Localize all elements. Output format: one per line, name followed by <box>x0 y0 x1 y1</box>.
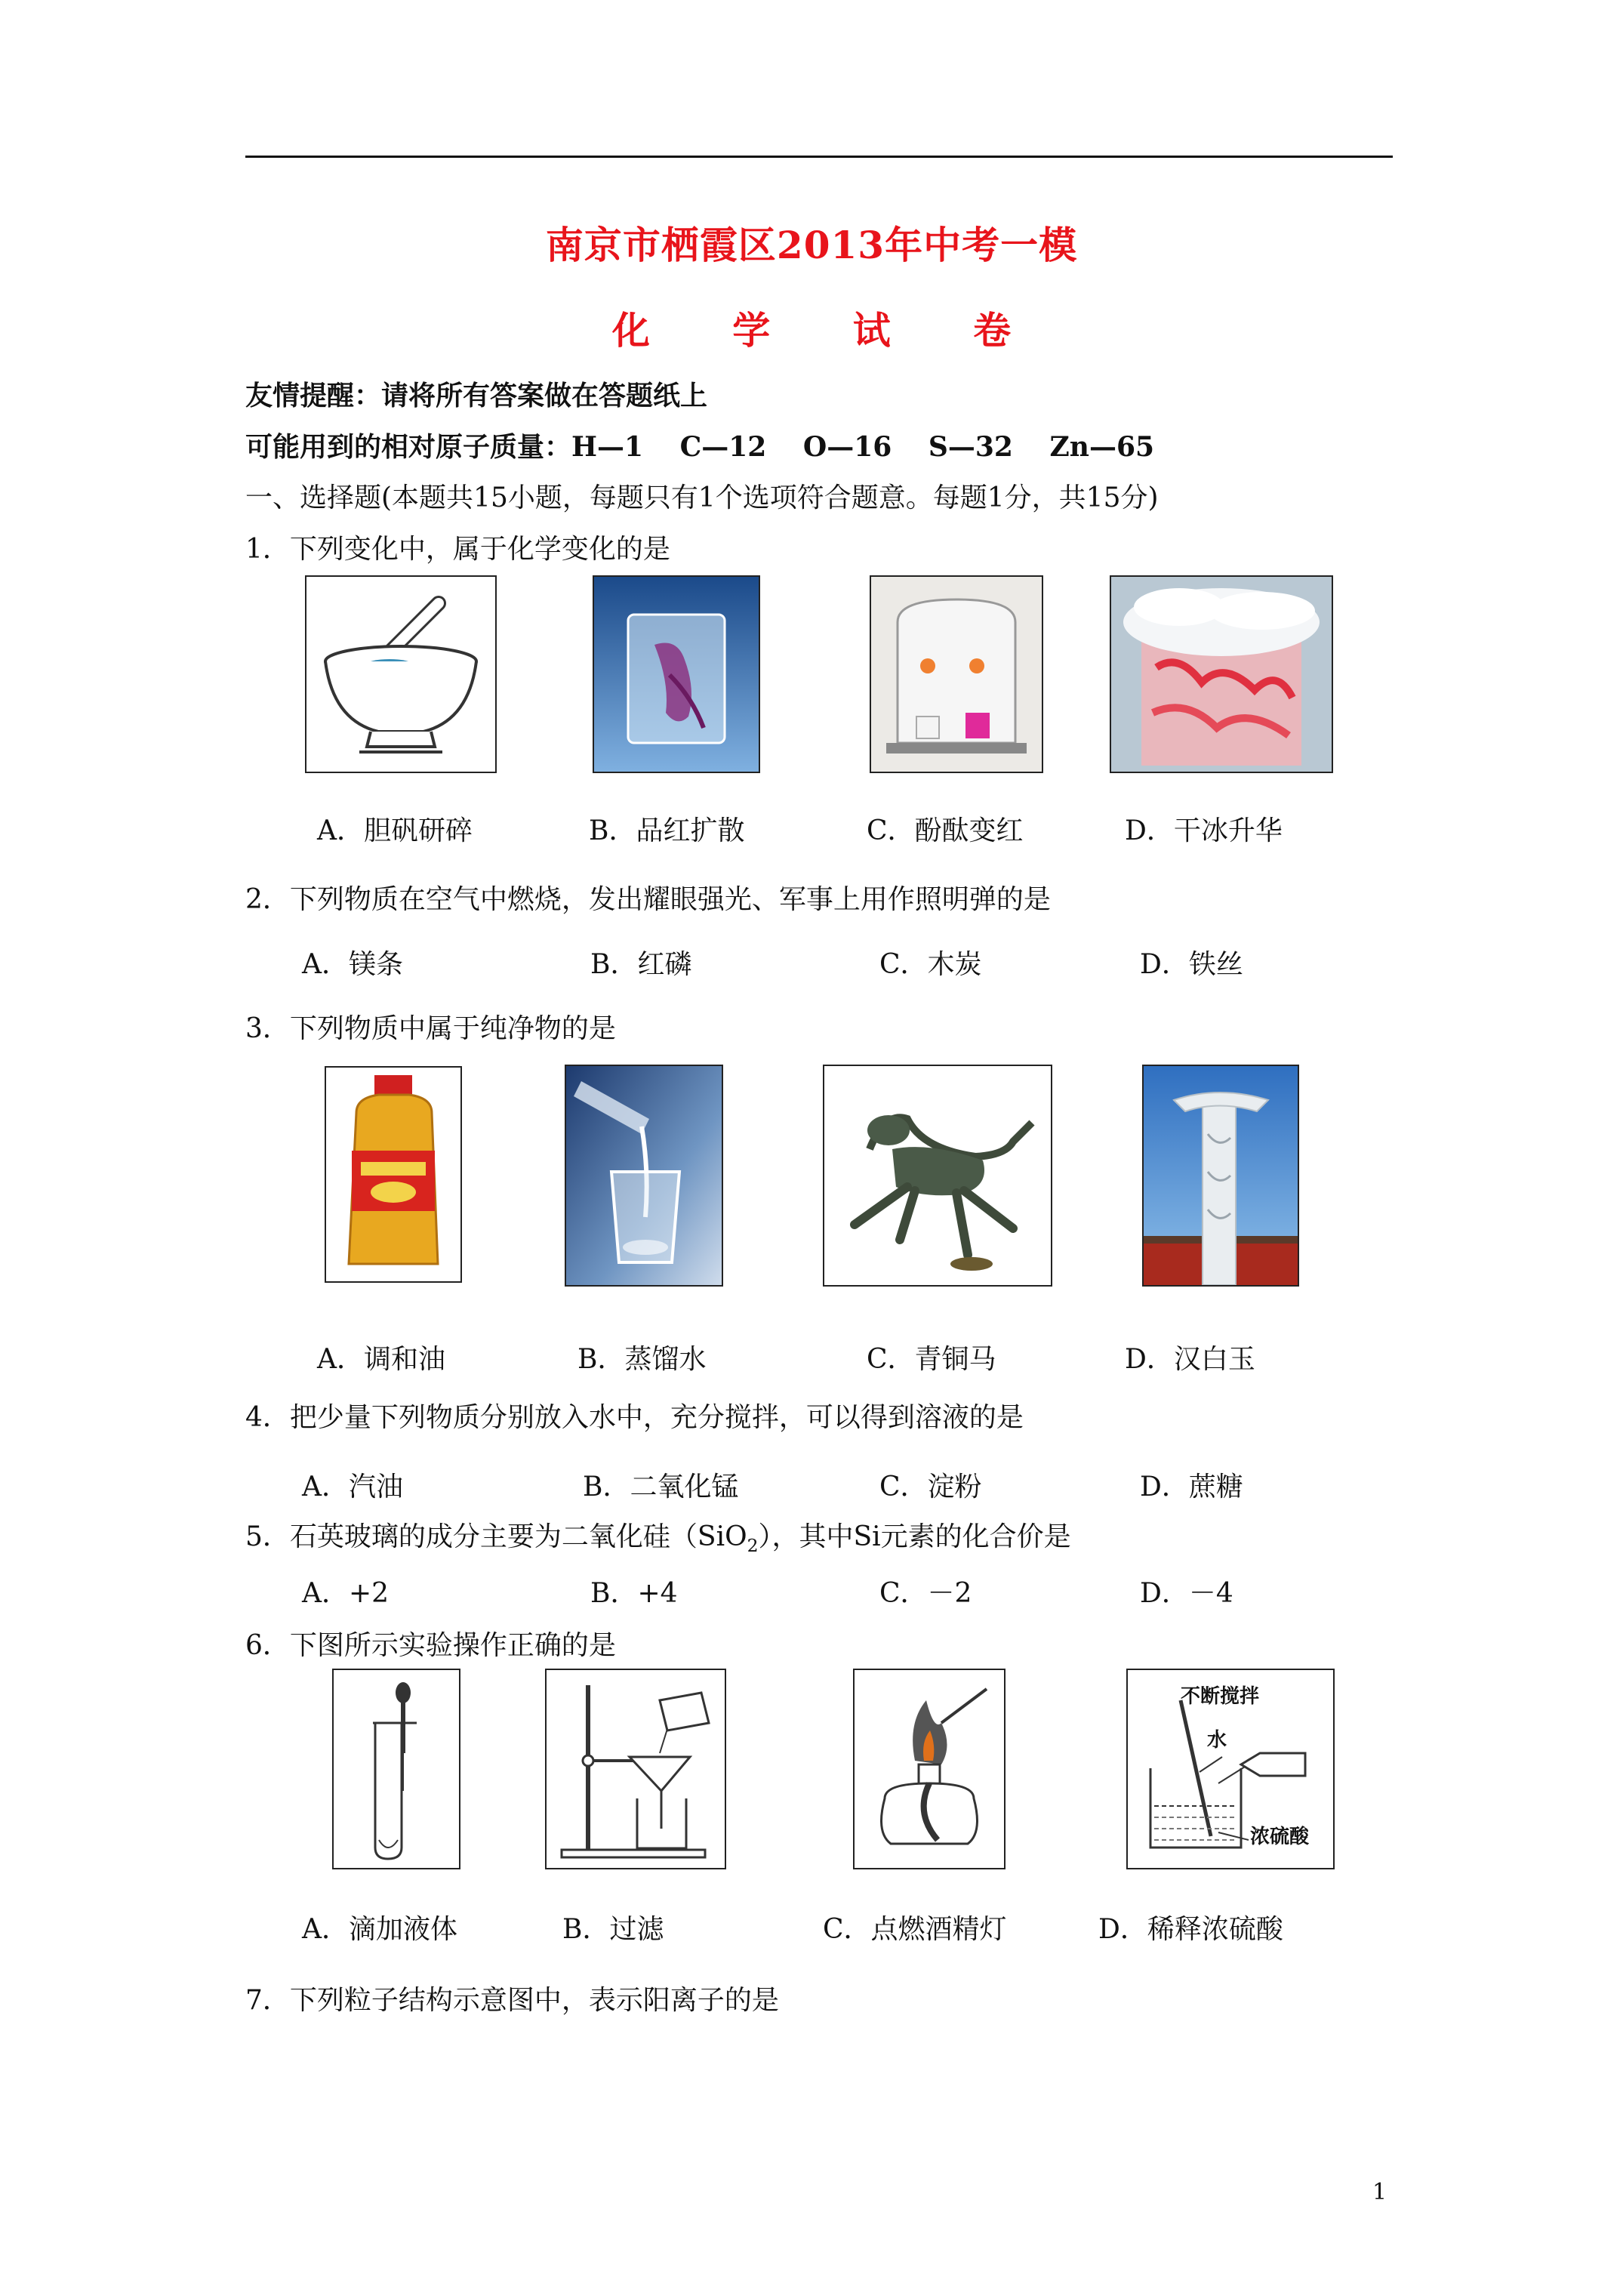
question-4-option-b: B．二氧化锰 <box>583 1472 739 1502</box>
alcohol-lamp-lighting-icon <box>853 1669 1006 1869</box>
question-1-option-b: B．品红扩散 <box>589 815 745 846</box>
reminder-text: 友情提醒：请将所有答案做在答题纸上 <box>245 380 708 411</box>
question-2-option-c: C．木炭 <box>879 949 982 980</box>
question-2-stem: 2．下列物质在空气中燃烧，发出耀眼强光、军事上用作照明弹的是 <box>245 884 1051 915</box>
question-1-option-a: A．胆矾研碎 <box>317 815 473 846</box>
question-3-option-c: C．青铜马 <box>867 1344 996 1375</box>
header-rule <box>245 156 1393 158</box>
diluting-acid-icon <box>1126 1669 1335 1869</box>
question-5-option-d: D．－4 <box>1140 1578 1233 1609</box>
question-5-option-a: A．+2 <box>302 1578 390 1609</box>
question-1-stem: 1．下列变化中，属于化学变化的是 <box>245 534 670 565</box>
question-4-option-c: C．淀粉 <box>879 1472 982 1502</box>
water-label: 水 <box>1207 1729 1227 1752</box>
oil-bottle-icon <box>325 1066 462 1283</box>
question-5-option-c: C．－2 <box>879 1578 972 1609</box>
question-3-stem: 3．下列物质中属于纯净物的是 <box>245 1013 616 1044</box>
question-4-stem: 4．把少量下列物质分别放入水中，充分搅拌，可以得到溶液的是 <box>245 1402 1024 1433</box>
question-5-stem-part2: ），其中Si元素的化合价是 <box>758 1521 1071 1552</box>
question-3-option-a: A．调和油 <box>317 1344 445 1375</box>
question-1-option-d: D．干冰升华 <box>1125 815 1283 846</box>
bronze-horse-icon <box>823 1065 1052 1287</box>
water-pouring-glass-icon <box>565 1065 723 1287</box>
question-2-option-a: A．镁条 <box>302 949 403 980</box>
question-5-stem-subscript: 2 <box>747 1535 759 1557</box>
beaker-diffusion-icon <box>593 575 760 773</box>
dry-ice-fog-icon <box>1110 575 1333 773</box>
exam-title: 南京市栖霞区2013年中考一模 <box>545 223 1078 267</box>
question-6-option-c: C．点燃酒精灯 <box>823 1914 1007 1945</box>
question-1-option-c: C．酚酞变红 <box>867 815 1024 846</box>
dropper-test-tube-icon <box>332 1669 460 1869</box>
question-4-option-d: D．蔗糖 <box>1140 1472 1243 1502</box>
question-3-option-b: B．蒸馏水 <box>577 1344 707 1375</box>
page-number: 1 <box>1372 2179 1387 2205</box>
question-2-option-b: B．红磷 <box>590 949 692 980</box>
question-5-option-b: B．+4 <box>590 1578 678 1609</box>
mortar-pestle-icon <box>305 575 497 773</box>
question-6-option-d: D．稀释浓硫酸 <box>1098 1914 1283 1945</box>
question-6-option-a: A．滴加液体 <box>302 1914 457 1945</box>
section-heading: 一、选择题(本题共15小题，每题只有1个选项符合题意。每题1分，共15分) <box>245 482 1159 513</box>
question-6-option-b: B．过滤 <box>562 1914 664 1945</box>
acid-label: 浓硫酸 <box>1250 1826 1310 1848</box>
question-4-option-a: A．汽油 <box>302 1472 403 1502</box>
question-3-option-d: D．汉白玉 <box>1125 1344 1255 1375</box>
question-7-stem: 7．下列粒子结构示意图中，表示阳离子的是 <box>245 1985 779 2016</box>
question-5-stem <box>245 1521 1071 1557</box>
exam-subtitle: 化 学 试 卷 <box>611 308 1046 353</box>
question-5-stem-part1: 5．石英玻璃的成分主要为二氧化硅（SiO <box>245 1521 747 1552</box>
marble-pillar-icon <box>1142 1065 1299 1287</box>
filtration-setup-icon <box>545 1669 726 1869</box>
question-2-option-d: D．铁丝 <box>1140 949 1243 980</box>
bell-jar-beakers-icon <box>870 575 1043 773</box>
atomic-masses-text: 可能用到的相对原子质量：H—1 C—12 O—16 S—32 Zn—65 <box>245 431 1155 463</box>
stir-label: 不断搅拌 <box>1181 1685 1260 1708</box>
question-6-stem: 6．下图所示实验操作正确的是 <box>245 1630 616 1661</box>
